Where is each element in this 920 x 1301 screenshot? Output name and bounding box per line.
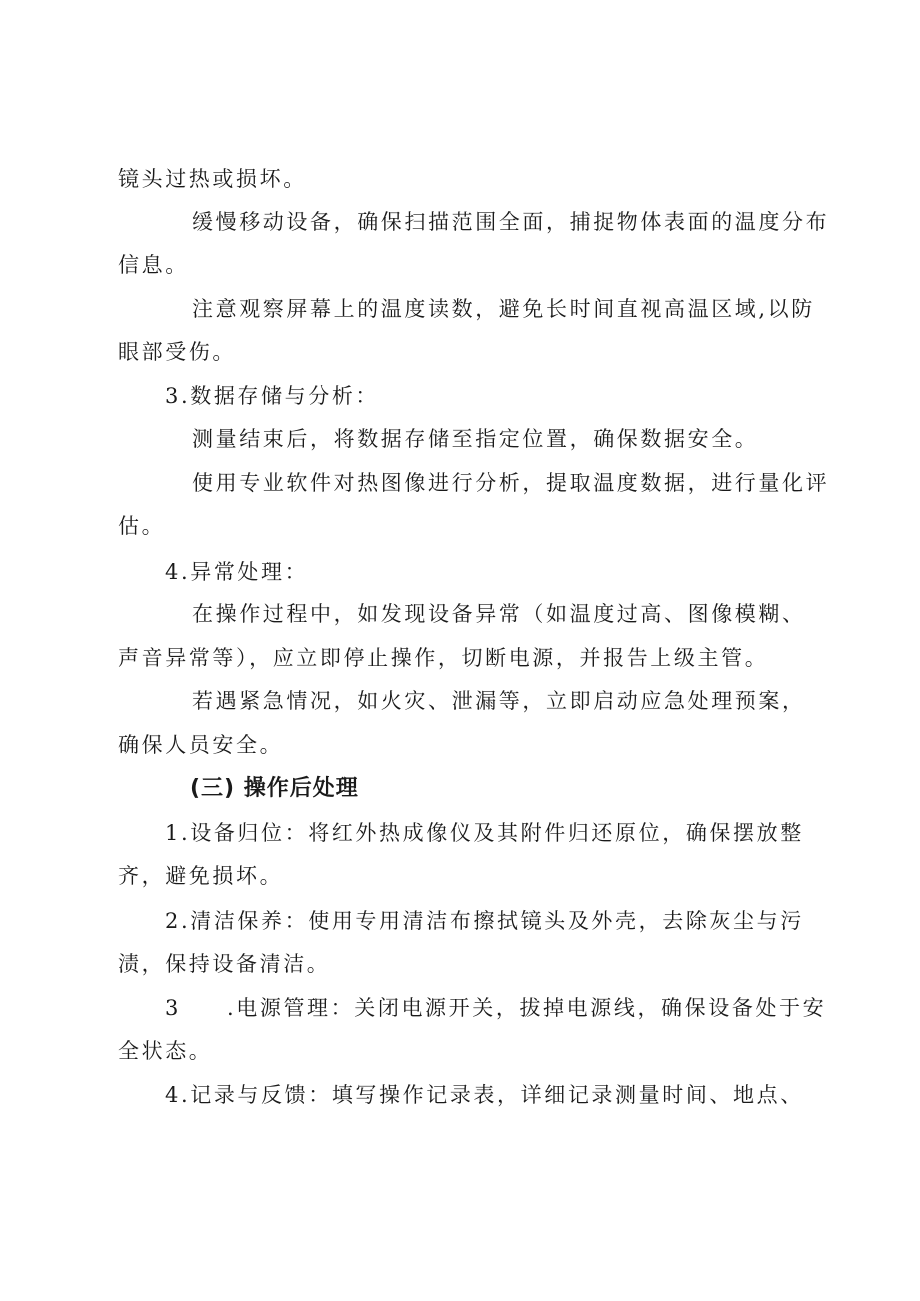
text-line: 渍，保持设备清洁。 — [118, 952, 331, 976]
section-item-3-title: 3.数据存储与分析： — [165, 384, 380, 408]
text-line: 缓慢移动设备，确保扫描范围全面，捕捉物体表面的温度分布 — [192, 210, 830, 234]
text-line: 声音异常等），应立即停止操作，切断电源，并报告上级主管。 — [118, 646, 769, 670]
text-line: 确保人员安全。 — [118, 733, 284, 757]
text-line: 在操作过程中，如发现设备异常（如温度过高、图像模糊、 — [192, 602, 806, 626]
text-line: 2.清洁保养：使用专用清洁布擦拭镜头及外壳，去除灰尘与污 — [165, 909, 804, 933]
text-line: 4.记录与反馈：填写操作记录表，详细记录测量时间、地点、 — [165, 1083, 804, 1107]
text-line: 镜头过热或损坏。 — [118, 167, 307, 191]
section-heading: (三) 操作后处理 — [190, 776, 359, 801]
text-line: 1.设备归位：将红外热成像仪及其附件归还原位，确保摆放整 — [165, 821, 804, 845]
text-line: 注意观察屏幕上的温度读数，避免长时间直视高温区域,以防 — [192, 297, 815, 321]
text-line: 使用专业软件对热图像进行分析，提取温度数据，进行量化评 — [192, 471, 830, 495]
item-3-text: 电源管理：关闭电源开关，拔掉电源线，确保设备处于安 — [236, 996, 827, 1020]
text-line: 信息。 — [118, 253, 189, 277]
item-3-dot: . — [226, 996, 237, 1020]
text-line: 齐，避免损坏。 — [118, 864, 284, 888]
text-line: 估。 — [118, 514, 166, 538]
text-line: 若遇紧急情况，如火灾、泄漏等，立即启动应急处理预案， — [192, 689, 806, 713]
item-3-line — [165, 993, 826, 1023]
item-3-number: 3 — [165, 996, 181, 1020]
text-line: 测量结束后，将数据存储至指定位置，确保数据安全。 — [192, 427, 759, 451]
text-line: 全状态。 — [118, 1039, 213, 1063]
section-item-4-title: 4.异常处理： — [165, 560, 309, 584]
text-line: 眼部受伤。 — [118, 340, 236, 364]
